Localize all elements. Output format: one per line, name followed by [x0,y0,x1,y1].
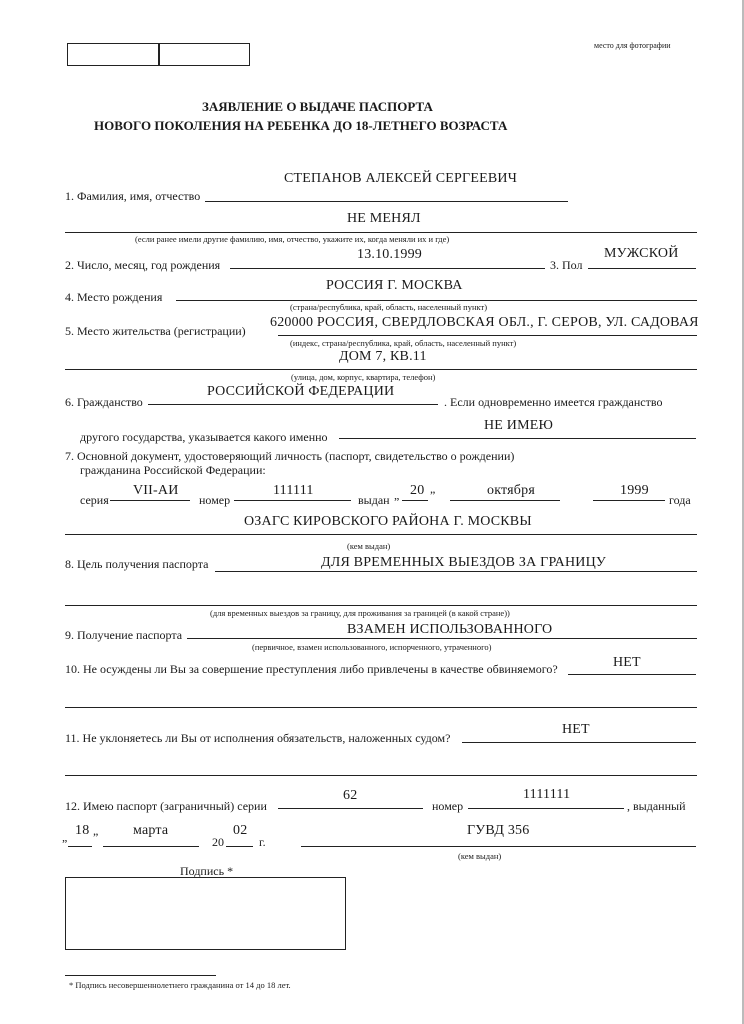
birth-place-value[interactable]: РОССИЯ Г. МОСКВА [326,278,463,293]
id-issuer-caption: (кем выдан) [347,541,391,551]
id-document-label2: гражданина Российской Федерации: [80,463,266,477]
residence-line [278,335,697,336]
fp-year-prefix: 20 [212,835,224,849]
fp-day-value[interactable]: 18 [75,823,90,838]
fp-day-line [68,846,92,847]
fp-month-line [103,846,199,847]
purpose-label: 8. Цель получения паспорта [65,557,209,571]
id-year-line [593,500,665,501]
id-year-value[interactable]: 1999 [620,483,649,498]
id-month-value[interactable]: октября [487,483,535,498]
id-issuer-value[interactable]: ОЗАГС КИРОВСКОГО РАЙОНА Г. МОСКВЫ [244,514,532,529]
residence-street-value[interactable]: ДОМ 7, КВ.11 [339,349,427,364]
foreign-passport-number-label: номер [432,799,464,813]
purpose-line2 [65,605,697,606]
citizenship-line [148,404,438,405]
receipt-line [187,638,697,639]
foreign-passport-number-line [468,808,624,809]
birth-place-line [176,300,697,301]
sex-label: 3. Пол [550,258,583,272]
fp-month-value[interactable]: марта [133,823,169,838]
receipt-value[interactable]: ВЗАМЕН ИСПОЛЬЗОВАННОГО [347,622,553,637]
fp-year-suffix: г. [259,835,266,849]
conviction-line2 [65,707,697,708]
footnote-text: * Подпись несовершеннолетнего гражданина от 14 до 18 лет. [69,980,291,990]
residence-street-line [65,369,697,370]
citizenship-value[interactable]: РОССИЙСКОЙ ФЕДЕРАЦИИ [207,384,395,399]
footnote-divider [65,975,216,976]
fp-quote-close: ” [93,830,99,844]
birth-place-caption: (страна/республика, край, область, населенный пункт) [290,302,488,312]
fp-issuer-caption: (кем выдан) [458,851,502,861]
form-title-line1: ЗАЯВЛЕНИЕ О ВЫДАЧЕ ПАСПОРТА [202,99,433,114]
previous-name-caption: (если ранее имели другие фамилию, имя, отчество, укажите их, когда меняли их и где) [135,234,450,244]
residence-caption: (индекс, страна/республика, край, область, населенный пункт) [290,338,517,348]
previous-name-line [65,232,697,233]
id-issued-label: выдан [358,493,390,507]
purpose-line [215,571,697,572]
id-quote-close: ” [430,488,436,502]
id-series-line [110,500,190,501]
previous-name-value[interactable]: НЕ МЕНЯЛ [347,211,421,226]
court-obligations-label: 11. Не уклоняетесь ли Вы от исполнения обязательств, наложенных судом? [65,731,451,745]
id-quote-open: „ [394,488,400,502]
full-name-label: 1. Фамилия, имя, отчество [65,189,201,203]
signature-box[interactable] [65,877,346,950]
other-citizenship-value[interactable]: НЕ ИМЕЮ [484,418,554,433]
fp-year-value[interactable]: 02 [233,823,248,838]
foreign-passport-label: 12. Имею паспорт (заграничный) серии [65,799,267,813]
foreign-passport-series-value[interactable]: 62 [343,788,358,803]
code-box-right [158,43,250,66]
id-document-label: 7. Основной документ, удостоверяющий личность (паспорт, свидетельство о рождении) [65,449,515,463]
conviction-label: 10. Не осуждены ли Вы за совершение преступления либо привлечены в качестве обвиняемого? [65,662,558,676]
signature-label: Подпись * [180,864,234,878]
residence-value[interactable]: 620000 РОССИЯ, СВЕРДЛОВСКАЯ ОБЛ., Г. СЕРОВ, УЛ. САДОВАЯ [270,315,699,330]
purpose-value[interactable]: ДЛЯ ВРЕМЕННЫХ ВЫЕЗДОВ ЗА ГРАНИЦУ [321,555,606,570]
court-obligations-value[interactable]: НЕТ [562,722,590,737]
sex-value[interactable]: МУЖСКОЙ [604,246,679,261]
receipt-caption: (первичное, взамен использованного, испорченного, утраченного) [252,642,492,652]
code-box-left [67,43,160,66]
residence-label: 5. Место жительства (регистрации) [65,324,246,338]
id-day-line [402,500,428,501]
sex-line [588,268,696,269]
id-issuer-line [65,534,697,535]
court-obligations-line2 [65,775,697,776]
birth-date-value[interactable]: 13.10.1999 [357,247,422,262]
id-series-label: серия [80,493,109,507]
fp-quote-open: „ [62,830,68,844]
fp-year-line [226,846,253,847]
receipt-label: 9. Получение паспорта [65,628,183,642]
residence-street-caption: (улица, дом, корпус, квартира, телефон) [291,372,436,382]
birth-date-line [230,268,545,269]
id-year-label: года [669,493,691,507]
id-number-value[interactable]: 111111 [273,483,314,498]
fp-issuer-line [301,846,696,847]
form-title-line2: НОВОГО ПОКОЛЕНИЯ НА РЕБЕНКА ДО 18-ЛЕТНЕГО ВОЗРАСТА [94,118,508,133]
foreign-passport-series-line [278,808,423,809]
photo-place-label: место для фотографии [594,41,671,50]
other-citizenship-line [339,438,696,439]
birth-place-label: 4. Место рождения [65,290,163,304]
foreign-passport-number-value[interactable]: 1111111 [523,787,571,802]
foreign-passport-issued-label: , выданный [627,799,686,813]
id-month-line [450,500,560,501]
birth-date-label: 2. Число, месяц, год рождения [65,258,221,272]
id-day-value[interactable]: 20 [410,483,425,498]
full-name-line [205,201,568,202]
id-number-line [234,500,351,501]
citizenship-label: 6. Гражданство [65,395,143,409]
purpose-caption: (для временных выездов за границу, для проживания за границей (в какой стране)) [210,608,510,618]
conviction-line [568,674,696,675]
other-citizenship-label: другого государства, указывается какого именно [80,430,328,444]
conviction-value[interactable]: НЕТ [613,655,641,670]
citizenship-label-tail: . Если одновременно имеется гражданство [444,395,663,409]
fp-issuer-value[interactable]: ГУВД 356 [467,823,530,838]
full-name-value[interactable]: СТЕПАНОВ АЛЕКСЕЙ СЕРГЕЕВИЧ [284,171,517,186]
court-obligations-line [462,742,696,743]
id-number-label: номер [199,493,231,507]
id-series-value[interactable]: VII-АИ [133,483,179,498]
